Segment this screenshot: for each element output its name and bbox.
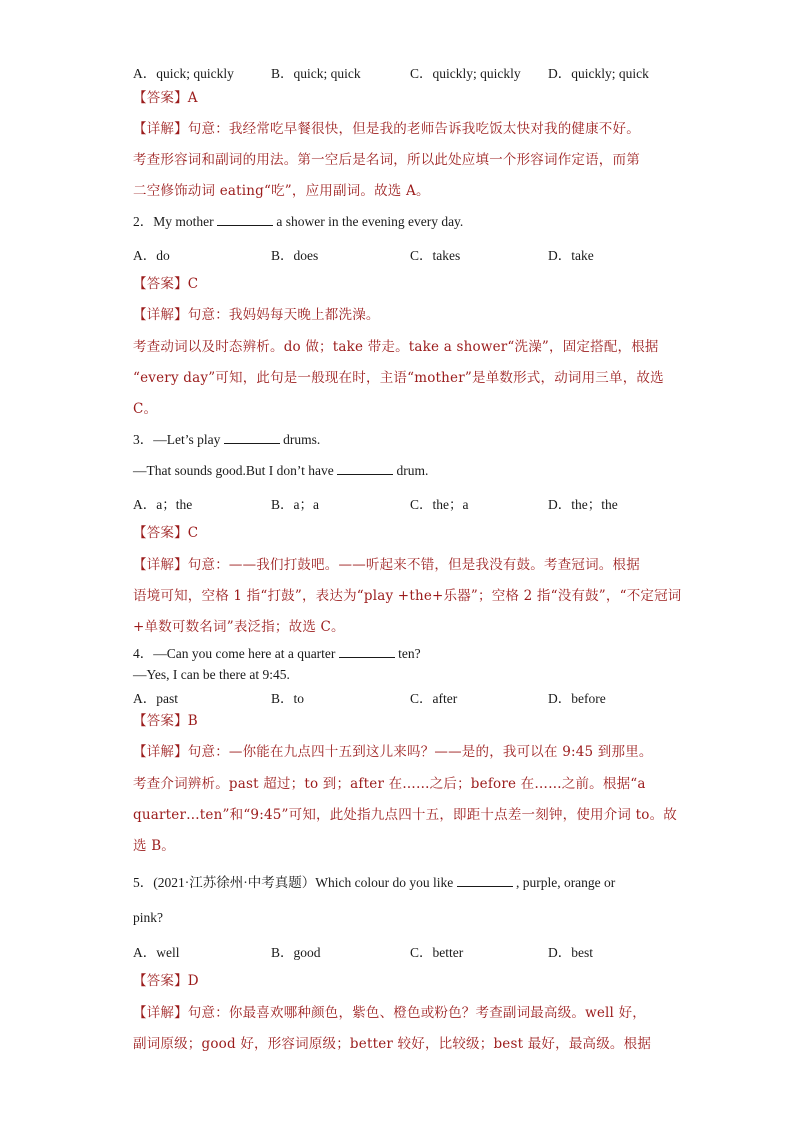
q5-stem-start: 5．(2021·江苏徐州·中考真题）Which colour do you like bbox=[133, 875, 454, 890]
q3-stem-end: drum. bbox=[396, 463, 429, 478]
q4-option-d: D．before bbox=[548, 691, 606, 706]
q2-option-c: C．takes bbox=[410, 248, 461, 263]
q4-detail-line: 【详解】句意：—你能在九点四十五到这儿来吗？——是的，我可以在 9:45 到那里。 bbox=[133, 744, 653, 760]
q4-stem-line-1 bbox=[133, 645, 421, 663]
q3-detail-line: 【详解】句意：——我们打鼓吧。——听起来不错，但是我没有鼓。考查冠词。根据 bbox=[133, 557, 640, 573]
q3-detail-line: +单数可数名词”表泛指；故选 C。 bbox=[133, 619, 345, 635]
q1-detail-line: 【详解】句意：我经常吃早餐很快，但是我的老师告诉我吃饭太快对我的健康不好。 bbox=[133, 121, 640, 137]
q2-stem-start: 2．My mother bbox=[133, 214, 214, 229]
q5-stem-line-1 bbox=[133, 874, 615, 892]
q4-option-c: C．after bbox=[410, 691, 458, 706]
answer-blank bbox=[457, 874, 513, 887]
q1-detail-line: 考查形容词和副词的用法。第一空后是名词，所以此处应填一个形容词作定语，而第 bbox=[133, 152, 640, 168]
q5-option-d: D．best bbox=[548, 945, 593, 960]
q4-answer: 【答案】B bbox=[133, 713, 198, 729]
q2-detail-line: 【详解】句意：我妈妈每天晚上都洗澡。 bbox=[133, 307, 380, 323]
answer-blank bbox=[217, 213, 273, 226]
q1-answer: 【答案】A bbox=[133, 90, 198, 106]
q1-detail-line: 二空修饰动词 eating“吃”，应用副词。故选 A。 bbox=[133, 183, 430, 199]
q5-option-a: A．well bbox=[133, 945, 180, 960]
q3-option-b: B．a；a bbox=[271, 497, 319, 512]
q3-option-a: A．a；the bbox=[133, 497, 193, 512]
q3-stem-line-1 bbox=[133, 431, 320, 449]
q5-answer: 【答案】D bbox=[133, 973, 199, 989]
q2-option-d: D．take bbox=[548, 248, 594, 263]
q3-detail-line: 语境可知，空格 1 指“打鼓”，表达为“play +the+乐器”；空格 2 指“没有鼓”，“不定冠词 bbox=[133, 588, 682, 604]
q1-option-a: A．quick; quickly bbox=[133, 66, 234, 81]
q4-stem-end: ten? bbox=[398, 646, 421, 661]
q1-option-b: B．quick; quick bbox=[271, 66, 361, 81]
q2-option-a: A．do bbox=[133, 248, 170, 263]
q5-stem-line-2: pink? bbox=[133, 910, 163, 925]
q2-stem bbox=[133, 213, 463, 231]
answer-blank bbox=[337, 462, 393, 475]
q3-stem-start: 3．—Let’s play bbox=[133, 432, 221, 447]
q5-option-c: C．better bbox=[410, 945, 464, 960]
q2-option-b: B．does bbox=[271, 248, 319, 263]
q4-option-b: B．to bbox=[271, 691, 305, 706]
q5-stem-end: , purple, orange or bbox=[515, 875, 616, 890]
q2-detail-line: 考查动词以及时态辨析。do 做；take 带走。take a shower“洗澡”，固定搭配，根据 bbox=[133, 339, 659, 355]
q5-detail-line: 【详解】句意：你最喜欢哪种颜色，紫色、橙色或粉色？考查副词最高级。well 好， bbox=[133, 1005, 646, 1021]
q4-detail-line: 选 B。 bbox=[133, 838, 176, 854]
q3-answer: 【答案】C bbox=[133, 525, 199, 541]
q5-option-b: B．good bbox=[271, 945, 321, 960]
q2-detail-line: “every day”可知，此句是一般现在时，主语“mother”是单数形式，动词用三单，故选 bbox=[133, 370, 664, 386]
q1-option-c: C．quickly; quickly bbox=[410, 66, 521, 81]
q3-stem-line-2 bbox=[133, 462, 428, 480]
q3-option-d: D．the；the bbox=[548, 497, 618, 512]
q2-answer: 【答案】C bbox=[133, 276, 199, 292]
q2-detail-line: C。 bbox=[133, 401, 158, 417]
answer-blank bbox=[339, 645, 395, 658]
q4-stem-line-2: —Yes, I can be there at 9:45. bbox=[133, 667, 290, 682]
q4-detail-line: quarter…ten”和“9:45”可知，此处指九点四十五，即距十点差一刻钟，使用介词 to。故 bbox=[133, 807, 677, 823]
q5-detail-line: 副词原级；good 好，形容词原级；better 较好，比较级；best 最好，最高级。根据 bbox=[133, 1036, 652, 1052]
q3-option-c: C．the；a bbox=[410, 497, 469, 512]
q4-detail-line: 考查介词辨析。past 超过；to 到；after 在……之后；before 在……之前。根据“a bbox=[133, 776, 646, 792]
q3-stem-start: —That sounds good.But I don’t have bbox=[133, 463, 334, 478]
q4-stem-start: 4．—Can you come here at a quarter bbox=[133, 646, 336, 661]
q3-stem-end: drums. bbox=[283, 432, 321, 447]
q2-stem-end: a shower in the evening every day. bbox=[276, 214, 464, 229]
answer-blank bbox=[224, 431, 280, 444]
q1-option-d: D．quickly; quick bbox=[548, 66, 649, 81]
q4-option-a: A．past bbox=[133, 691, 178, 706]
